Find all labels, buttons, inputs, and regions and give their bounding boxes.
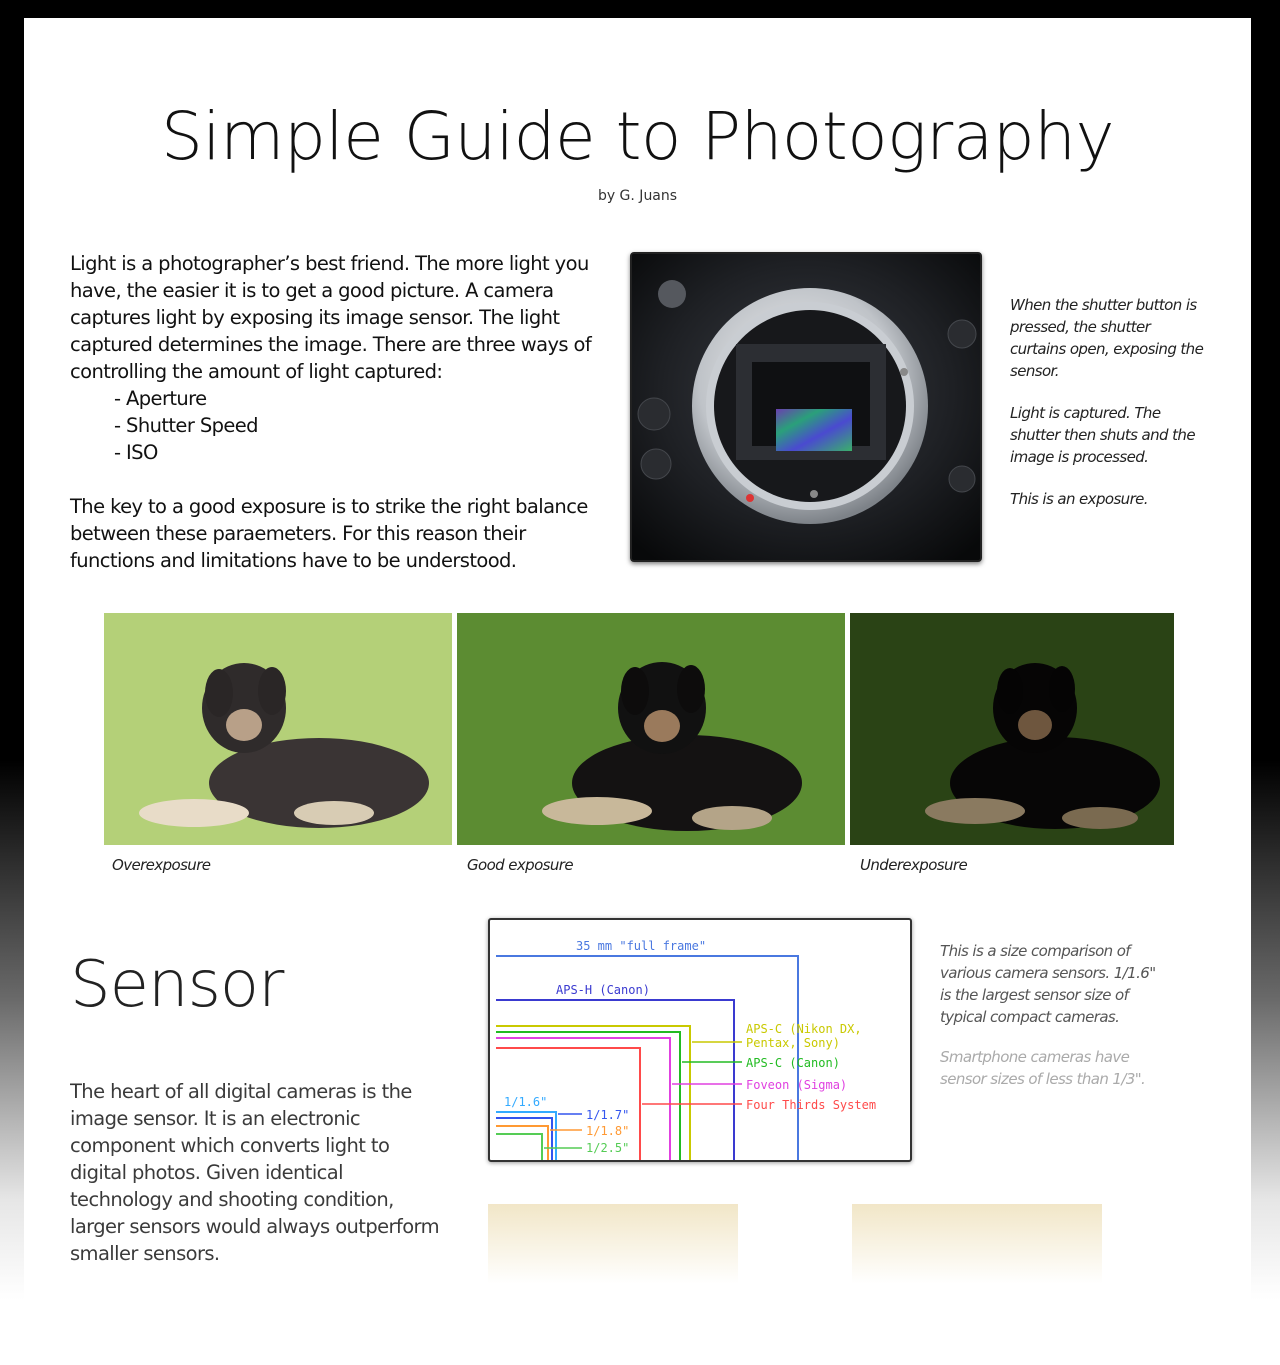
author-byline: by G. Juans — [597, 188, 678, 204]
list-item: - ISO — [114, 441, 158, 464]
s18-outline — [496, 1126, 548, 1160]
dog-photo-illustration — [457, 613, 845, 845]
good-exposure-photo — [457, 613, 845, 845]
intro-section — [70, 250, 615, 574]
size-comparison-caption — [940, 940, 1170, 1108]
full-frame-label: 35 mm "full frame" — [576, 939, 707, 953]
sensor-heading: Sensor — [70, 948, 284, 1022]
camera-mount-illustration — [632, 254, 980, 560]
caption-paragraph: Smartphone cameras have sensor sizes of less than 1/3". — [940, 1048, 1146, 1088]
list-item: - Shutter Speed — [114, 414, 258, 437]
camera-mount-photo — [630, 252, 982, 562]
dog-photo-illustration — [850, 613, 1174, 845]
caption-paragraph: When the shutter button is pressed, the shutter curtains open, exposing the sensor. — [1010, 296, 1204, 380]
exposure-label: Underexposure — [860, 856, 968, 874]
aps-c-nikon-label: APS-C (Nikon DX, — [746, 1022, 862, 1036]
aps-h-label: APS-H (Canon) — [556, 983, 650, 997]
caption-paragraph: This is an exposure. — [1010, 490, 1148, 508]
light-controls-list — [70, 385, 615, 466]
s25-outline — [496, 1134, 542, 1160]
sensor-size-diagram — [488, 918, 912, 1162]
s25-label: 1/2.5" — [586, 1141, 630, 1155]
sensor-paragraph-text: The heart of all digital cameras is the image sensor. It is an electronic component which converts light to digital photos. Given identical technology and shooting condition, larger sensors would always outperform smaller sensors. — [70, 1080, 439, 1265]
exposure-label: Overexposure — [112, 856, 211, 874]
foveon-label: Foveon (Sigma) — [746, 1078, 848, 1092]
caption-paragraph: This is a size comparison of various camera sensors. 1/1.6" is the largest sensor size of typical compact cameras. — [940, 942, 1156, 1026]
four-thirds-label: Four Thirds System — [746, 1098, 877, 1112]
exposure-balance-paragraph: The key to a good exposure is to strike the right balance between these paraemeters. For this reason their functions and limitations have to be understood. — [70, 495, 588, 572]
aps-c-nikon-outline — [496, 1026, 690, 1160]
page-title: Simple Guide to Photography — [160, 98, 1115, 175]
faded-image — [488, 1204, 738, 1284]
sensor-paragraph — [70, 1078, 440, 1267]
document-page — [24, 18, 1251, 1338]
s17-label: 1/1.7" — [586, 1108, 630, 1122]
s16-label: 1/1.6" — [504, 1095, 548, 1109]
underexposure-photo — [850, 613, 1174, 845]
aps-c-canon-label: APS-C (Canon) — [746, 1056, 840, 1070]
s18-label: 1/1.8" — [586, 1124, 630, 1138]
s17-outline — [496, 1118, 552, 1160]
faded-image — [852, 1204, 1102, 1284]
caption-paragraph: Light is captured. The shutter then shuts and the image is processed. — [1010, 404, 1195, 466]
sensor-size-svg — [490, 920, 910, 1160]
list-item: - Aperture — [114, 387, 207, 410]
overexposure-photo — [104, 613, 452, 845]
exposure-label: Good exposure — [467, 856, 573, 874]
aps-c-nikon-label-2: Pentax, Sony) — [746, 1036, 840, 1050]
dog-photo-illustration — [104, 613, 452, 845]
intro-paragraph: Light is a photographer’s best friend. The more light you have, the easier it is to get a good picture. A camera captures light by exposing its image sensor. The light captured determines the image. There are three ways of controlling the amount of light captured: — [70, 252, 592, 383]
shutter-caption — [1010, 294, 1205, 530]
